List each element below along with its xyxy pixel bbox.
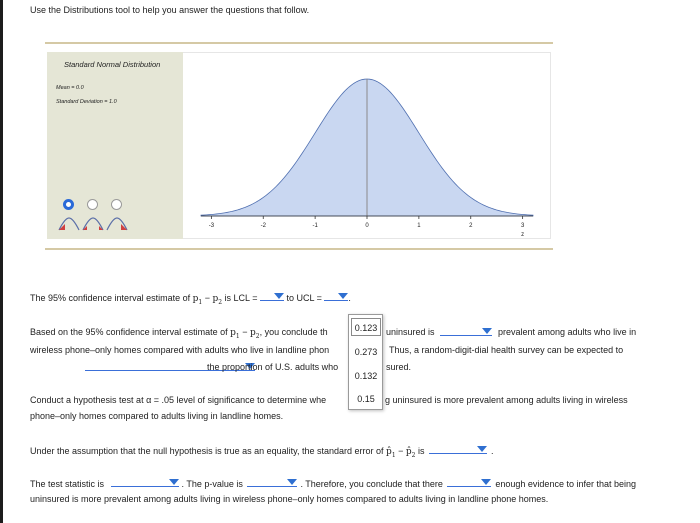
q4-minus: − bbox=[395, 446, 406, 456]
q2-line-2-right bbox=[389, 345, 623, 355]
right-tail-icon[interactable] bbox=[107, 218, 127, 230]
q1-p2: $p_2$ bbox=[212, 294, 223, 306]
q2-text-c: uninsured is bbox=[386, 327, 435, 337]
tool-top-rule bbox=[45, 42, 553, 44]
chevron-down-icon bbox=[338, 293, 348, 299]
standard-error-dropdown[interactable] bbox=[429, 445, 487, 454]
q1-end: . bbox=[348, 293, 351, 303]
two-tail-icon[interactable] bbox=[83, 218, 103, 230]
q3-text-b: g uninsured is more prevalent among adults living in wireless bbox=[385, 395, 628, 405]
dropdown-option[interactable]: 0.273 bbox=[354, 347, 378, 357]
q5-text-a: The test statistic is bbox=[30, 479, 105, 489]
x-tick-label: 2 bbox=[469, 223, 473, 229]
q3-text-a: Conduct a hypothesis test at α = .05 level of significance to determine whe bbox=[30, 395, 327, 405]
chevron-down-icon bbox=[477, 446, 487, 452]
q1-lcl-label: is LCL = bbox=[222, 293, 260, 303]
chevron-down-icon bbox=[482, 328, 492, 334]
x-tick-label: -1 bbox=[312, 223, 318, 229]
tool-control-panel bbox=[47, 52, 183, 239]
q2-line2-b: Thus, a random-digit-dial health survey can be expected to bbox=[389, 345, 624, 355]
q1-line bbox=[30, 292, 351, 306]
x-tick-label: 0 bbox=[365, 223, 369, 229]
q2-line-1-end bbox=[498, 327, 636, 337]
q2-line-1-right bbox=[386, 327, 435, 337]
q2-line-3 bbox=[207, 362, 338, 372]
q3-line-1-right bbox=[385, 395, 628, 405]
q2-line3-a: the proportion of U.S. adults who bbox=[207, 362, 339, 372]
q5-text-b: . The p-value is bbox=[181, 479, 243, 489]
x-tick-label: -2 bbox=[260, 223, 266, 229]
q2-text-a: Based on the 95% confidence interval estimate of bbox=[30, 327, 231, 337]
q2-line-3-right bbox=[386, 362, 411, 372]
q1-minus: − bbox=[202, 293, 213, 303]
q2-p1: $p_1$ bbox=[230, 328, 240, 340]
q4-text: Under the assumption that the null hypothesis is true as an equality, the standard error of bbox=[30, 446, 387, 456]
ucl-dropdown[interactable] bbox=[324, 292, 348, 301]
intro-text: Use the Distributions tool to help you answer the questions that follow. bbox=[30, 5, 310, 15]
q4-is: is bbox=[415, 446, 425, 456]
x-tick-label: -3 bbox=[208, 223, 215, 229]
x-tick-label: 3 bbox=[520, 223, 525, 229]
q4-line bbox=[30, 445, 494, 459]
lcl-dropdown[interactable] bbox=[260, 292, 284, 301]
q4-end: . bbox=[491, 446, 494, 456]
q2-line-2 bbox=[30, 345, 329, 355]
left-tail-icon[interactable] bbox=[59, 218, 79, 230]
radio-left-tail[interactable] bbox=[63, 199, 74, 210]
q2-p2: $p_2$ bbox=[249, 328, 260, 340]
normal-curve-plot[interactable] bbox=[183, 53, 551, 240]
chevron-down-icon bbox=[481, 479, 491, 485]
radio-two-tail[interactable] bbox=[87, 199, 98, 210]
q3-line-2: phone–only homes compared to adults living in landline homes. bbox=[30, 411, 284, 421]
dropdown-option[interactable]: 0.15 bbox=[357, 394, 375, 404]
q5-text-c: . Therefore, you conclude that there bbox=[300, 479, 443, 489]
tail-type-icons bbox=[57, 217, 129, 233]
chevron-down-icon bbox=[274, 293, 284, 299]
tool-graph-panel bbox=[183, 52, 551, 239]
q2-line-1 bbox=[30, 327, 328, 340]
q5-line-2: uninsured is more prevalent among adults living in wireless phone–only homes compared to adults living in landline phone homes. bbox=[30, 494, 549, 504]
dropdown-options-list[interactable] bbox=[348, 314, 383, 410]
chevron-down-icon bbox=[169, 479, 179, 485]
x-axis-variable-label: z bbox=[521, 232, 525, 238]
test-statistic-dropdown[interactable] bbox=[111, 478, 179, 487]
q2-text-b: , you conclude th bbox=[259, 327, 328, 337]
tool-title: Standard Normal Distribution bbox=[64, 60, 161, 69]
p-value-dropdown[interactable] bbox=[247, 478, 297, 487]
q2-line3-b: sured. bbox=[386, 362, 412, 372]
q2-text-d: prevalent among adults who live in bbox=[498, 327, 637, 337]
dropdown-option[interactable]: 0.132 bbox=[354, 371, 378, 381]
q4-p2: $p̂_2$ bbox=[405, 447, 416, 459]
chevron-down-icon bbox=[287, 479, 297, 485]
q1-p1: $p_1$ bbox=[192, 294, 203, 306]
mean-label: Mean = 0.0 bbox=[56, 85, 84, 91]
radio-right-tail[interactable] bbox=[111, 199, 122, 210]
q2-prevalence-dropdown[interactable] bbox=[440, 327, 492, 336]
q1-ucl-label: to UCL = bbox=[283, 293, 325, 303]
q2-minus: − bbox=[239, 327, 250, 337]
q5-text-d: enough evidence to infer that being bbox=[495, 479, 636, 489]
left-edge-bar bbox=[0, 0, 3, 523]
sd-label: Standard Deviation = 1.0 bbox=[56, 99, 117, 105]
dropdown-option[interactable]: 0.123 bbox=[351, 318, 381, 336]
q4-p1: $p̂_1$ bbox=[386, 447, 396, 459]
conclusion-dropdown[interactable] bbox=[447, 478, 491, 487]
x-tick-label: 1 bbox=[417, 223, 421, 229]
q1-prefix: The 95% confidence interval estimate of bbox=[30, 293, 193, 303]
q3-line-1 bbox=[30, 395, 326, 405]
q5-line-1 bbox=[30, 478, 636, 489]
q2-line2-a: wireless phone–only homes compared with adults who live in landline phon bbox=[30, 345, 330, 355]
tool-bottom-rule bbox=[45, 248, 553, 250]
